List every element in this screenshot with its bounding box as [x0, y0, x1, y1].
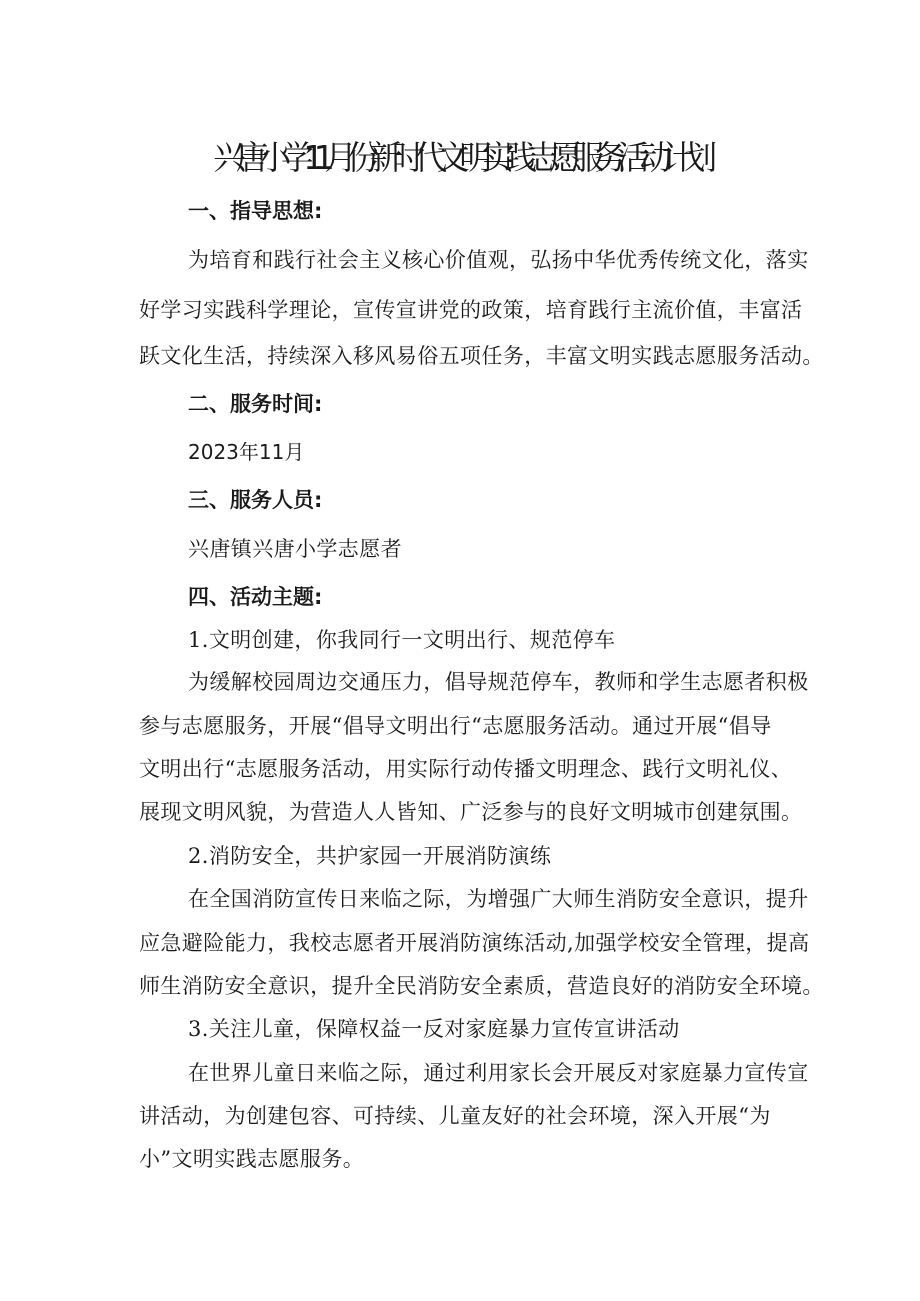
- theme-subtitle-2: 2.消防安全，共护家园一开展消防演练: [188, 844, 552, 868]
- paragraph-line: 为培育和践行社会主义核心价值观，弘扬中华优秀传统文化，落实: [188, 248, 809, 272]
- section-heading-activity-themes: 四、活动主题:: [188, 585, 323, 609]
- paragraph-line: 小”文明实践志愿服务。: [139, 1147, 365, 1171]
- section-heading-service-time: 二、服务时间:: [188, 392, 323, 416]
- paragraph-line: 应急避险能力，我校志愿者开展消防演练活动,加强学校安全管理，提高: [139, 931, 810, 955]
- paragraph-line: 在全国消防宣传日来临之际，为增强广大师生消防安全意识，提升: [188, 887, 809, 911]
- section-heading-guiding-ideology: 一、指导思想:: [188, 199, 323, 223]
- paragraph-line: 讲活动，为创建包容、可持续、儿童友好的社会环境，深入开展“为: [139, 1104, 771, 1128]
- paragraph-line: 参与志愿服务，开展“倡导文明出行“志愿服务活动。通过开展“倡导: [139, 714, 772, 738]
- theme-subtitle-1: 1.文明创建，你我同行一文明出行、规范停车: [188, 628, 616, 652]
- paragraph-line: 文明出行“志愿服务活动，用实际行动传播文明理念、践行文明礼仪、: [139, 757, 793, 781]
- section-heading-service-personnel: 三、服务人员:: [188, 488, 323, 512]
- theme-subtitle-3: 3.关注儿童，保障权益一反对家庭暴力宣传宣讲活动: [188, 1017, 680, 1041]
- paragraph-line: 在世界儿童日来临之际，通过利用家长会开展反对家庭暴力宣传宣: [188, 1061, 809, 1085]
- service-personnel-value: 兴唐镇兴唐小学志愿者: [188, 537, 402, 561]
- paragraph-line: 师生消防安全意识，提升全民消防安全素质，营造良好的消防安全环境。: [139, 974, 824, 998]
- paragraph-line: 展现文明风貌，为营造人人皆知、广泛参与的良好文明城市创建氛围。: [139, 800, 803, 824]
- document-title: 兴唐小学11月份新时代文明实践志愿服务活动计划: [213, 138, 707, 177]
- service-time-value: 2023年11月: [188, 440, 305, 464]
- paragraph-line: 跃文化生活，持续深入移风易俗五项任务，丰富文明实践志愿服务活动。: [139, 344, 824, 368]
- paragraph-line: 好学习实践科学理论，宣传宣讲党的政策，培育践行主流价值，丰富活: [139, 298, 803, 322]
- paragraph-line: 为缓解校园周边交通压力，倡导规范停车，教师和学生志愿者积极: [188, 670, 809, 694]
